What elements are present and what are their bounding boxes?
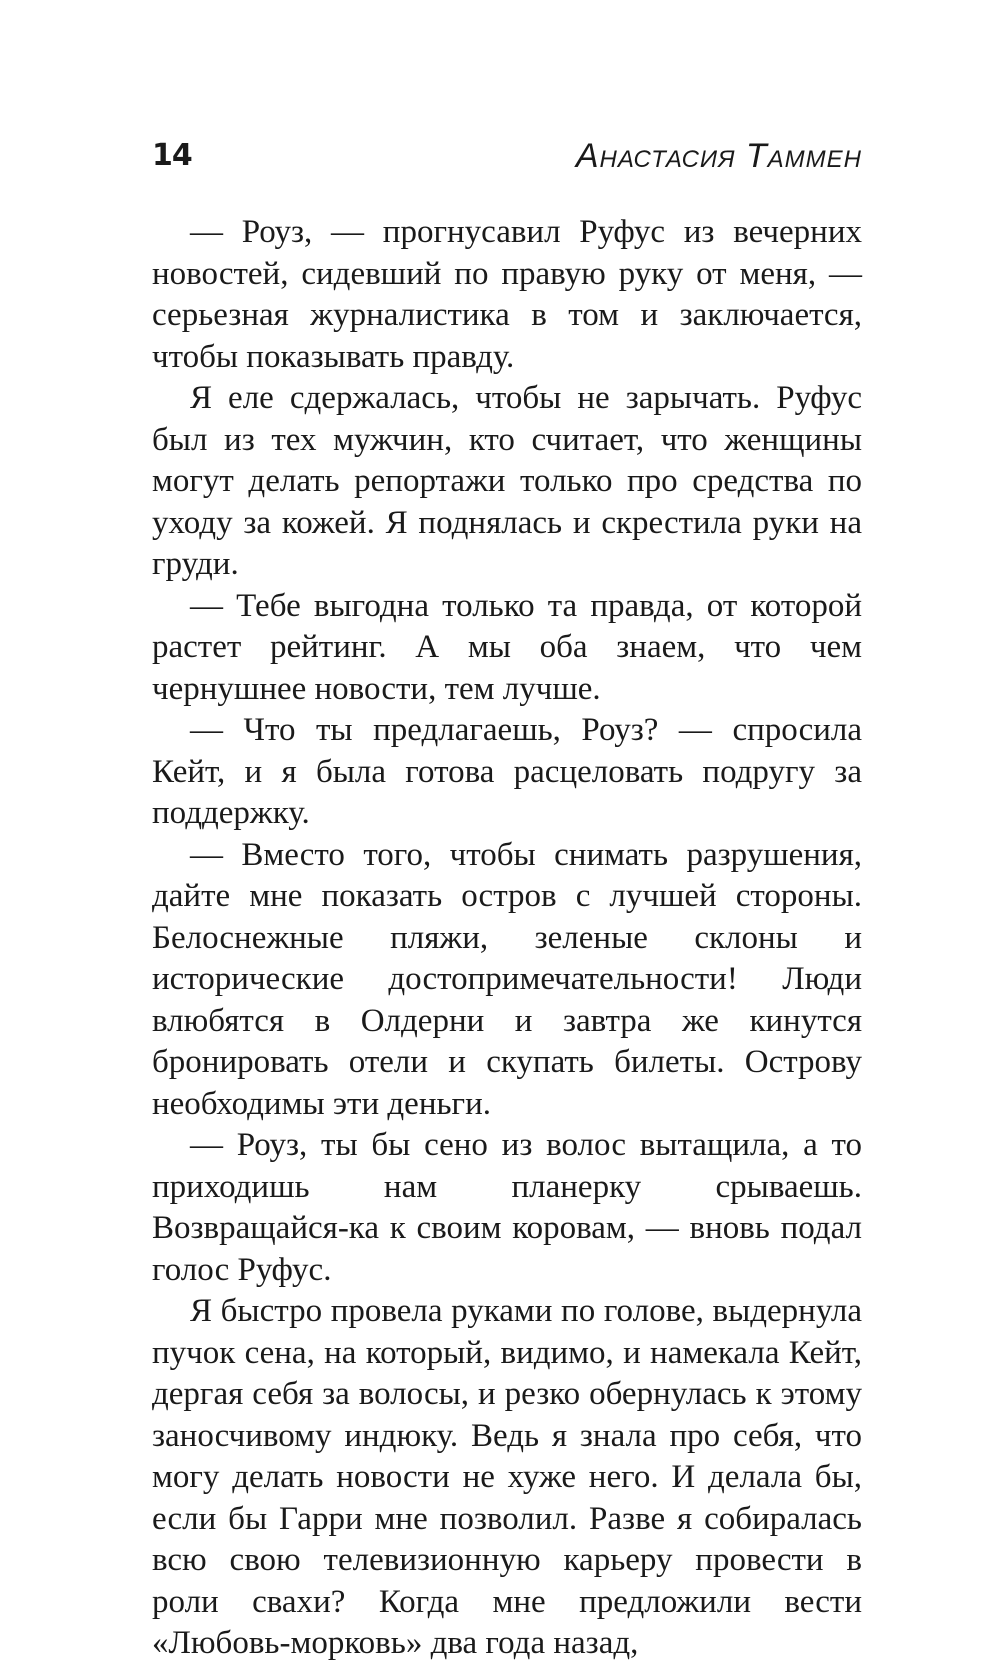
body-text bbox=[152, 212, 862, 1665]
paragraph: — Роуз, ты бы сено из волос вытащила, а то приходишь нам планерку срываешь. Возвращайся-ка к своим коровам, — вновь подал голос Руфус. bbox=[152, 1127, 862, 1288]
paragraph: — Роуз, — прогнусавил Руфус из вечерних новостей, сидевший по правую руку от меня, — серьезная журналистика в том и заключается, чтобы показывать правду. bbox=[152, 214, 862, 375]
paragraph: — Вместо того, чтобы снимать разрушения, дайте мне показать остров с лучшей стороны. Белоснежные пляжи, зеленые склоны и исторические достопримечательности! Люди влюбятся в Олдерни и завтра же кинутся бронировать отели и скупать билеты. Острову необходимы эти деньги. bbox=[152, 836, 862, 1122]
running-head-author: Анастасия Таммен bbox=[575, 137, 862, 175]
paragraph: Я быстро провела руками по голове, выдернула пучок сена, на который, видимо, и намекала Кейт, дергая себя за волосы, и резко обернулась к этому заносчивому индюку. Ведь я знала про себя, что могу делать новости не хуже него. И делала бы, если бы Гарри мне позволил. Разве я собиралась всю свою телевизионную карьеру провести в роли свахи? Когда мне предложили вести «Любовь-морковь» два года назад, bbox=[152, 1293, 862, 1661]
paragraph: — Что ты предлагаешь, Роуз? — спросила Кейт, и я была готова расцеловать подругу за поддержку. bbox=[152, 712, 862, 831]
page-number: 14 bbox=[152, 138, 192, 173]
paragraph: — Тебе выгодна только та правда, от которой растет рейтинг. А мы оба знаем, что чем чернушнее новости, тем лучше. bbox=[152, 587, 862, 707]
page-header bbox=[152, 132, 862, 182]
paragraph: Я еле сдержалась, чтобы не зарычать. Руфус был из тех мужчин, кто считает, что женщины могут делать репортажи только про средства по уходу за кожей. Я поднялась и скрестила руки на груди. bbox=[152, 380, 862, 582]
